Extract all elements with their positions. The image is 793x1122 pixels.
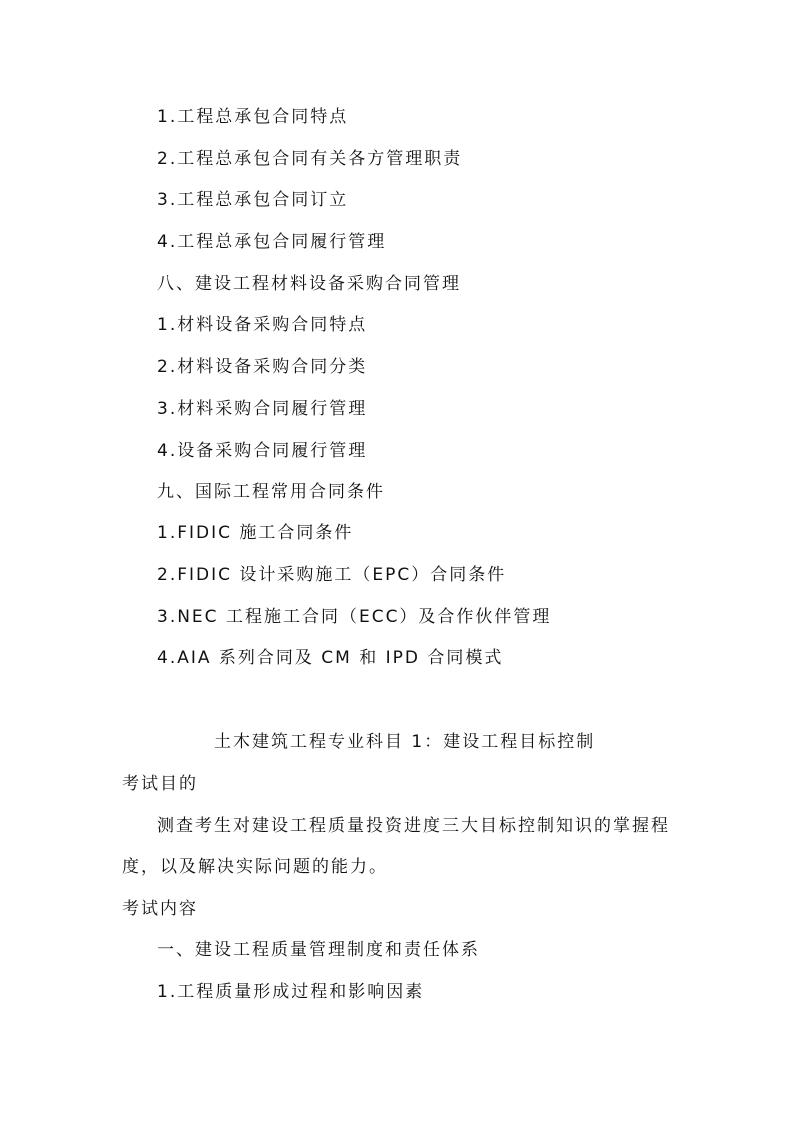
outline-item: 4.工程总承包合同履行管理 [157,232,387,252]
outline-item: 3.工程总承包合同订立 [157,190,349,210]
exam-purpose-text: 度，以及解决实际问题的能力。 [122,857,388,877]
outline-heading: 八、建设工程材料设备采购合同管理 [157,274,461,294]
outline-item: 4.设备采购合同履行管理 [157,441,368,461]
outline-item: 3.NEC 工程施工合同（ECC）及合作伙伴管理 [157,607,552,627]
outline-item: 1.FIDIC 施工合同条件 [157,523,354,543]
outline-item: 1.材料设备采购合同特点 [157,315,368,335]
outline-item: 2.FIDIC 设计采购施工（EPC）合同条件 [157,565,507,585]
exam-purpose-heading: 考试目的 [122,774,198,794]
content-item-heading: 一、建设工程质量管理制度和责任体系 [157,940,480,960]
outline-heading: 九、国际工程常用合同条件 [157,482,385,502]
outline-item: 1.工程总承包合同特点 [157,107,349,127]
content-item: 1.工程质量形成过程和影响因素 [157,982,425,1002]
outline-item: 3.材料采购合同履行管理 [157,399,368,419]
outline-item: 2.材料设备采购合同分类 [157,357,368,377]
exam-content-heading: 考试内容 [122,899,198,919]
section-title: 土木建筑工程专业科目 1：建设工程目标控制 [214,732,596,752]
outline-item: 4.AIA 系列合同及 CM 和 IPD 合同模式 [157,648,504,668]
outline-item: 2.工程总承包合同有关各方管理职责 [157,149,463,169]
exam-purpose-text: 测查考生对建设工程质量投资进度三大目标控制知识的掌握程 [157,816,670,836]
